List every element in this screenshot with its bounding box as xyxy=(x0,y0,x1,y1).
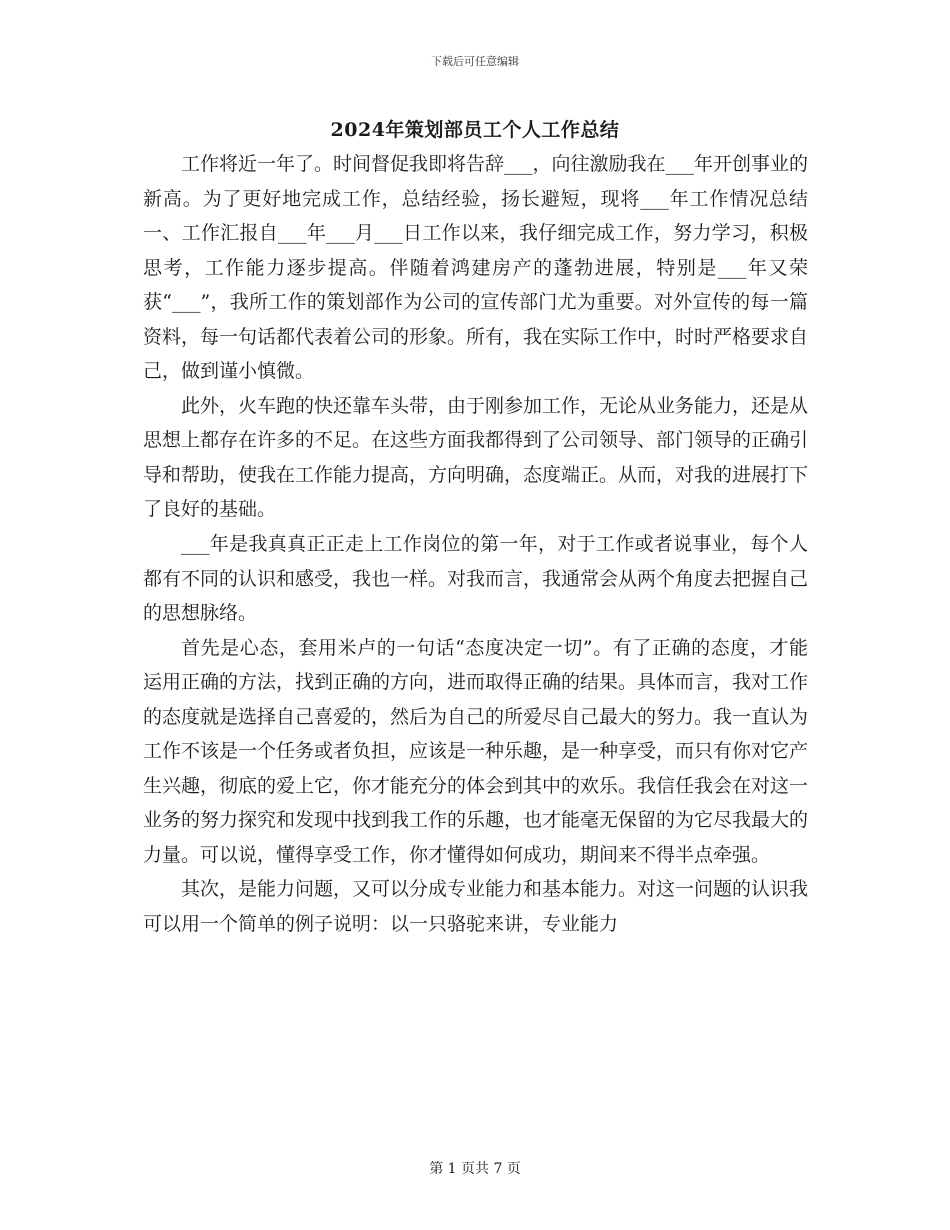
paragraph: ___年是我真真正正走上工作岗位的第一年，对于工作或者说事业，每个人都有不同的认识和感受，我也一样。对我而言，我通常会从两个角度去把握自己的思想脉络。 xyxy=(143,533,809,625)
header-note: 下载后可任意编辑 xyxy=(431,55,519,68)
paragraph: 其次，是能力问题，又可以分成专业能力和基本能力。对这一问题的认识我可以用一个简单的例子说明：以一只骆驼来讲，专业能力 xyxy=(143,878,809,936)
paragraph: 首先是心态，套用米卢的一句话“态度决定一切”。有了正确的态度，才能运用正确的方法，找到正确的方向，进而取得正确的结果。具体而言，我对工作的态度就是选择自己喜爱的，然后为自己的所爱尽自己最大的努力。我一直认为工作不该是一个任务或者负担，应该是一种乐趣，是一种享受，而只有你对它产生兴趣，彻底的爱上它，你才能充分的体会到其中的欢乐。我信任我会在对这一业务的努力探究和发现中找到我工作的乐趣，也才能毫无保留的为它尽我最大的力量。可以说，懂得享受工作，你才懂得如何成功，期间来不得半点牵强。 xyxy=(143,636,809,866)
document-body xyxy=(143,147,808,942)
page-footer: 第 1 页共 7 页 xyxy=(429,1161,521,1177)
document-title: 2024年策划部员工个人工作总结 xyxy=(330,119,620,141)
paragraph: 工作将近一年了。时间督促我即将告辞___，向往激励我在___年开创事业的新高。为了更好地完成工作，总结经验，扬长避短，现将___年工作情况总结一、工作汇报自___年___月___日工作以来，我仔细完成工作，努力学习，积极思考，工作能力逐步提高。伴随着鸿建房产的蓬勃进展，特别是___年又荣获“___”，我所工作的策划部作为公司的宣传部门尤为重要。对外宣传的每一篇资料，每一句话都代表着公司的形象。所有，我在实际工作中，时时严格要求自己，做到谨小慎微。 xyxy=(143,153,809,383)
paragraph: 此外，火车跑的快还靠车头带，由于刚参加工作，无论从业务能力，还是从思想上都存在许多的不足。在这些方面我都得到了公司领导、部门领导的正确引导和帮助，使我在工作能力提高，方向明确，态度端正。从而，对我的进展打下了良好的基础。 xyxy=(143,394,809,521)
